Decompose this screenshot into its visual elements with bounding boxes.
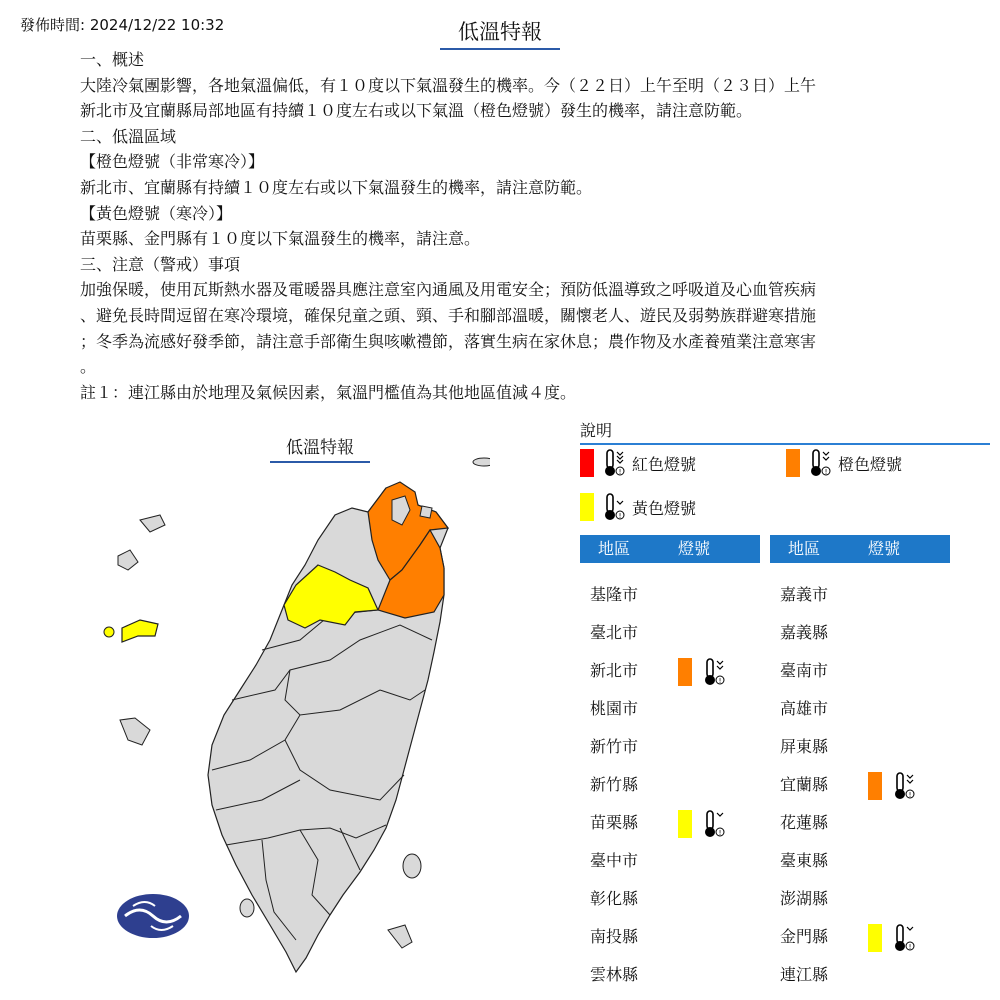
region-name: 新竹縣 [590, 775, 639, 794]
svg-text:!: ! [824, 468, 828, 476]
region-name: 宜蘭縣 [780, 775, 829, 794]
table-row [580, 956, 760, 994]
yellow-swatch [678, 810, 692, 838]
table-row [580, 652, 760, 690]
region-name: 新竹市 [590, 737, 639, 756]
table-header-right [770, 535, 950, 563]
thermometer-icon [698, 809, 726, 839]
region-name: 嘉義市 [780, 585, 829, 604]
table-row [770, 918, 950, 956]
region-name: 苗栗縣 [590, 813, 639, 832]
region-name: 南投縣 [590, 927, 639, 946]
orchid-island [388, 925, 412, 948]
red-swatch [580, 449, 594, 477]
map-title: 低溫特報 [270, 433, 370, 463]
thermometer-icon [598, 448, 626, 478]
text-line: 。 [80, 357, 97, 377]
column-header-signal: 燈號 [868, 539, 901, 558]
cwa-logo [117, 894, 189, 938]
text-line: 新北市、宜蘭縣有持續１０度左右或以下氣溫發生的機率，請注意防範。 [80, 177, 593, 197]
bulletin-text [80, 47, 920, 405]
keelung-city [420, 506, 432, 518]
region-name: 花蓮縣 [780, 813, 829, 832]
penghu-islands [120, 718, 150, 745]
yellow-swatch [580, 493, 594, 521]
svg-text:!: ! [618, 468, 622, 476]
text-line: 、避免長時間逗留在寒冷環境，確保兒童之頭、頸、手和腳部溫暖，關懷老人、遊民及弱勢族群避寒措施 [80, 305, 817, 325]
text-line: 大陸冷氣團影響，各地氣溫偏低，有１０度以下氣溫發生的機率。今（２２日）上午至明（２３日）上午 [80, 75, 817, 95]
kinmen-small [104, 627, 114, 637]
legend-header: 說明 [580, 418, 990, 445]
table-row [770, 690, 950, 728]
liuqiu-island [240, 899, 254, 917]
legend-orange [786, 448, 902, 478]
region-name: 嘉義縣 [780, 623, 829, 642]
signal-indicator [678, 809, 726, 839]
svg-text:!: ! [718, 677, 722, 685]
region-name: 澎湖縣 [780, 889, 829, 908]
table-row [580, 918, 760, 956]
issued-time: 發佈時間: 2024/12/22 10:32 [20, 16, 225, 34]
text-line: 苗栗縣、金門縣有１０度以下氣溫發生的機率，請注意。 [80, 229, 481, 249]
table-header-left [580, 535, 760, 563]
kinmen-main [122, 620, 158, 642]
column-header-signal: 燈號 [678, 539, 711, 558]
region-name: 連江縣 [780, 965, 829, 984]
table-row [580, 766, 760, 804]
region-name: 桃園市 [590, 699, 639, 718]
table-row [580, 728, 760, 766]
region-name: 雲林縣 [590, 965, 639, 984]
orange-swatch [786, 449, 800, 477]
text-line: 新北市及宜蘭縣局部地區有持續１０度左右或以下氣溫（橙色燈號）發生的機率，請注意防範。 [80, 101, 753, 121]
orange-swatch [678, 658, 692, 686]
signal-indicator [868, 923, 916, 953]
text-line: ；冬季為流感好發季節，請注意手部衛生與咳嗽禮節，落實生病在家休息；農作物及水產養殖業注意寒害 [80, 331, 817, 351]
region-name: 彰化縣 [590, 889, 639, 908]
table-row [770, 956, 950, 994]
region-name: 屏東縣 [780, 737, 829, 756]
thermometer-icon [598, 492, 626, 522]
svg-text:!: ! [908, 943, 912, 951]
table-row [580, 804, 760, 842]
region-name: 臺中市 [590, 851, 639, 870]
legend-red-label: 紅色燈號 [632, 454, 697, 474]
table-row [580, 880, 760, 918]
table-row [770, 880, 950, 918]
text-line: 註１：連江縣由於地理及氣候因素，氣溫門檻值為其他地區值減４度。 [80, 382, 577, 402]
legend-red [580, 448, 696, 478]
region-name: 臺北市 [590, 623, 639, 642]
svg-text:!: ! [618, 512, 622, 520]
table-row [580, 690, 760, 728]
page-title: 低溫特報 [440, 16, 560, 50]
signal-indicator [678, 657, 726, 687]
column-header-region: 地區 [598, 539, 631, 558]
text-line: 一、概述 [80, 50, 145, 69]
svg-text:!: ! [718, 829, 722, 837]
table-row [770, 576, 950, 614]
legend-orange-label: 橙色燈號 [838, 454, 903, 474]
table-row [770, 842, 950, 880]
matsu-islands [118, 550, 138, 570]
green-island [403, 854, 421, 878]
thermometer-icon [804, 448, 832, 478]
table-row [770, 728, 950, 766]
legend-yellow [580, 492, 696, 522]
yellow-swatch [868, 924, 882, 952]
turtle-island [473, 458, 490, 466]
table-row [580, 576, 760, 614]
svg-text:!: ! [908, 791, 912, 799]
region-name: 臺南市 [780, 661, 829, 680]
text-line: 加強保暖，使用瓦斯熱水器及電暖器具應注意室內通風及用電安全；預防低溫導致之呼吸道及心血管疾病 [80, 280, 817, 300]
region-name: 新北市 [590, 661, 639, 680]
table-row [770, 614, 950, 652]
region-name: 基隆市 [590, 585, 639, 604]
thermometer-icon [888, 923, 916, 953]
thermometer-icon [698, 657, 726, 687]
table-row [580, 842, 760, 880]
text-line: 【黃色燈號（寒冷）】 [80, 203, 233, 223]
signal-indicator [868, 771, 916, 801]
text-line: 三、注意（警戒）事項 [80, 254, 241, 274]
text-line: 【橙色燈號（非常寒冷）】 [80, 152, 265, 172]
taiwan-map [90, 455, 490, 985]
region-name: 高雄市 [780, 699, 829, 718]
legend-yellow-label: 黃色燈號 [632, 498, 697, 518]
region-name: 臺東縣 [780, 851, 829, 870]
region-name: 金門縣 [780, 927, 829, 946]
matsu-islands [140, 515, 165, 532]
orange-swatch [868, 772, 882, 800]
table-row [770, 766, 950, 804]
table-row [580, 614, 760, 652]
table-row [770, 652, 950, 690]
column-header-region: 地區 [788, 539, 821, 558]
text-line: 二、低溫區域 [80, 126, 177, 146]
table-row [770, 804, 950, 842]
thermometer-icon [888, 771, 916, 801]
